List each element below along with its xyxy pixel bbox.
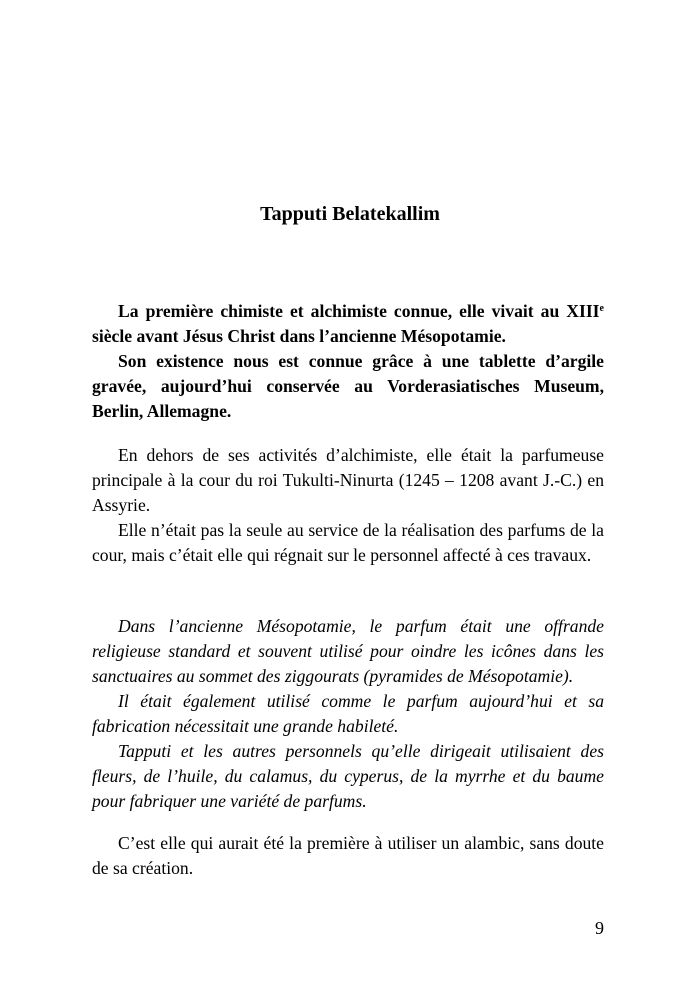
paragraph-intro-1-tail: siècle avant Jésus Christ dans l’ancienne Mésopotamie.: [92, 326, 506, 346]
activities-section: [92, 443, 604, 568]
paragraph-perfume-2: Il était également utilisé comme le parfum aujourd’hui et sa fabrication nécessitait une grande habileté.: [92, 691, 604, 736]
paragraph-perfume-3: Tapputi et les autres personnels qu’elle dirigeait utilisaient des fleurs, de l’huile, du calamus, du cyperus, de la myrrhe et du baume pour fabriquer une variété de parfums.: [92, 741, 604, 811]
page-number: 9: [595, 918, 604, 938]
paragraph-perfume-1: Dans l’ancienne Mésopotamie, le parfum était une offrande religieuse standard et souvent utilisé pour oindre les icônes dans les sanctuaires au sommet des ziggourats (pyramides de Mésopotamie).: [92, 616, 604, 686]
perfume-italic-section: [92, 614, 604, 814]
paragraph-intro-1: [92, 299, 604, 349]
paragraph-intro-1-text: La première chimiste et alchimiste connue, elle vivait au XIII: [118, 301, 600, 321]
chapter-title: Tapputi Belatekallim: [260, 203, 440, 225]
paragraph-alembic: C’est elle qui aurait été la première à utiliser un alambic, sans doute de sa création.: [92, 833, 604, 878]
century-superscript: e: [599, 303, 604, 314]
intro-bold-section: [92, 299, 604, 424]
alembic-section: [92, 831, 604, 881]
paragraph-activities-1: En dehors de ses activités d’alchimiste, elle était la parfumeuse principale à la cour du roi Tukulti-Ninurta (1245 – 1208 avant J.-C.) en Assyrie.: [92, 445, 604, 515]
paragraph-activities-2: Elle n’était pas la seule au service de la réalisation des parfums de la cour, mais c’était elle qui régnait sur le personnel affecté à ces travaux.: [92, 520, 604, 565]
paragraph-intro-2: Son existence nous est connue grâce à une tablette d’argile gravée, aujourd’hui conservée au Vorderasiatisches Museum, Berlin, Allemagne.: [92, 351, 604, 421]
